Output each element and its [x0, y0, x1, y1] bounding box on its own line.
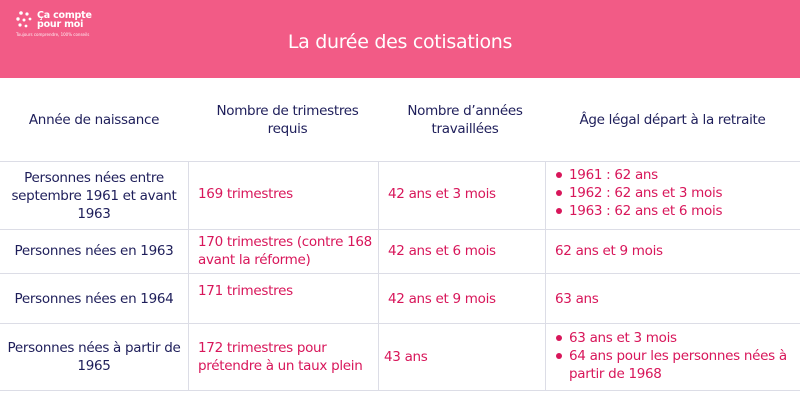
row-separator — [0, 323, 800, 324]
logo-tagline: Toujours comprendre, 100% conseils — [16, 32, 90, 37]
years-worked: 42 ans et 3 mois — [388, 186, 496, 202]
row-label: Personnes nées à partir de 1965 — [7, 340, 181, 374]
logo-text — [37, 11, 92, 29]
row-separator — [0, 390, 800, 391]
row-label: Personnes nées en 1963 — [14, 243, 174, 259]
list-item: 1963 : 62 ans et 6 mois — [553, 202, 722, 220]
list-item: 1961 : 62 ans — [553, 166, 722, 184]
column-separator — [378, 161, 379, 390]
years-worked: 42 ans et 9 mois — [388, 291, 496, 307]
list-item: 1962 : 62 ans et 3 mois — [553, 184, 722, 202]
row-label: Personnes nées en 1964 — [14, 291, 174, 307]
retirement-age-list — [553, 329, 798, 383]
column-header-birth-year: Année de naissance — [28, 112, 160, 128]
required-quarters: 169 trimestres — [198, 186, 293, 202]
column-header-quarters: Nombre de trimestres requis — [216, 103, 359, 137]
required-quarters: 172 trimestres pour prétendre à un taux plein — [198, 340, 363, 374]
column-separator — [188, 161, 189, 390]
list-item: 63 ans et 3 mois — [553, 329, 798, 347]
retirement-age: 63 ans — [555, 291, 599, 307]
years-worked: 43 ans — [384, 349, 428, 365]
header-banner — [0, 0, 800, 78]
header-separator — [0, 161, 800, 162]
logo-line-2: pour moi — [37, 19, 84, 30]
row-label: Personnes nées entre septembre 1961 et avant 1963 — [11, 170, 177, 222]
logo-line-1: Ça compte — [37, 10, 92, 21]
retirement-age: 62 ans et 9 mois — [555, 243, 663, 259]
row-separator — [0, 273, 800, 274]
column-header-years: Nombre d’années travaillées — [407, 103, 523, 137]
column-header-retirement-age: Âge légal départ à la retraite — [579, 112, 766, 128]
column-separator — [545, 161, 546, 390]
retirement-age — [553, 329, 798, 387]
required-quarters: 170 trimestres (contre 168 avant la réforme) — [198, 234, 372, 268]
required-quarters: 171 trimestres — [198, 283, 293, 299]
sparkle-logo-icon — [15, 10, 35, 32]
retirement-age-list — [553, 166, 722, 220]
years-worked: 42 ans et 6 mois — [388, 243, 496, 259]
list-item: 64 ans pour les personnes nées à partir de 1968 — [553, 347, 798, 383]
row-separator — [0, 229, 800, 230]
page-title: La durée des cotisations — [287, 31, 513, 53]
retirement-age — [553, 166, 798, 226]
